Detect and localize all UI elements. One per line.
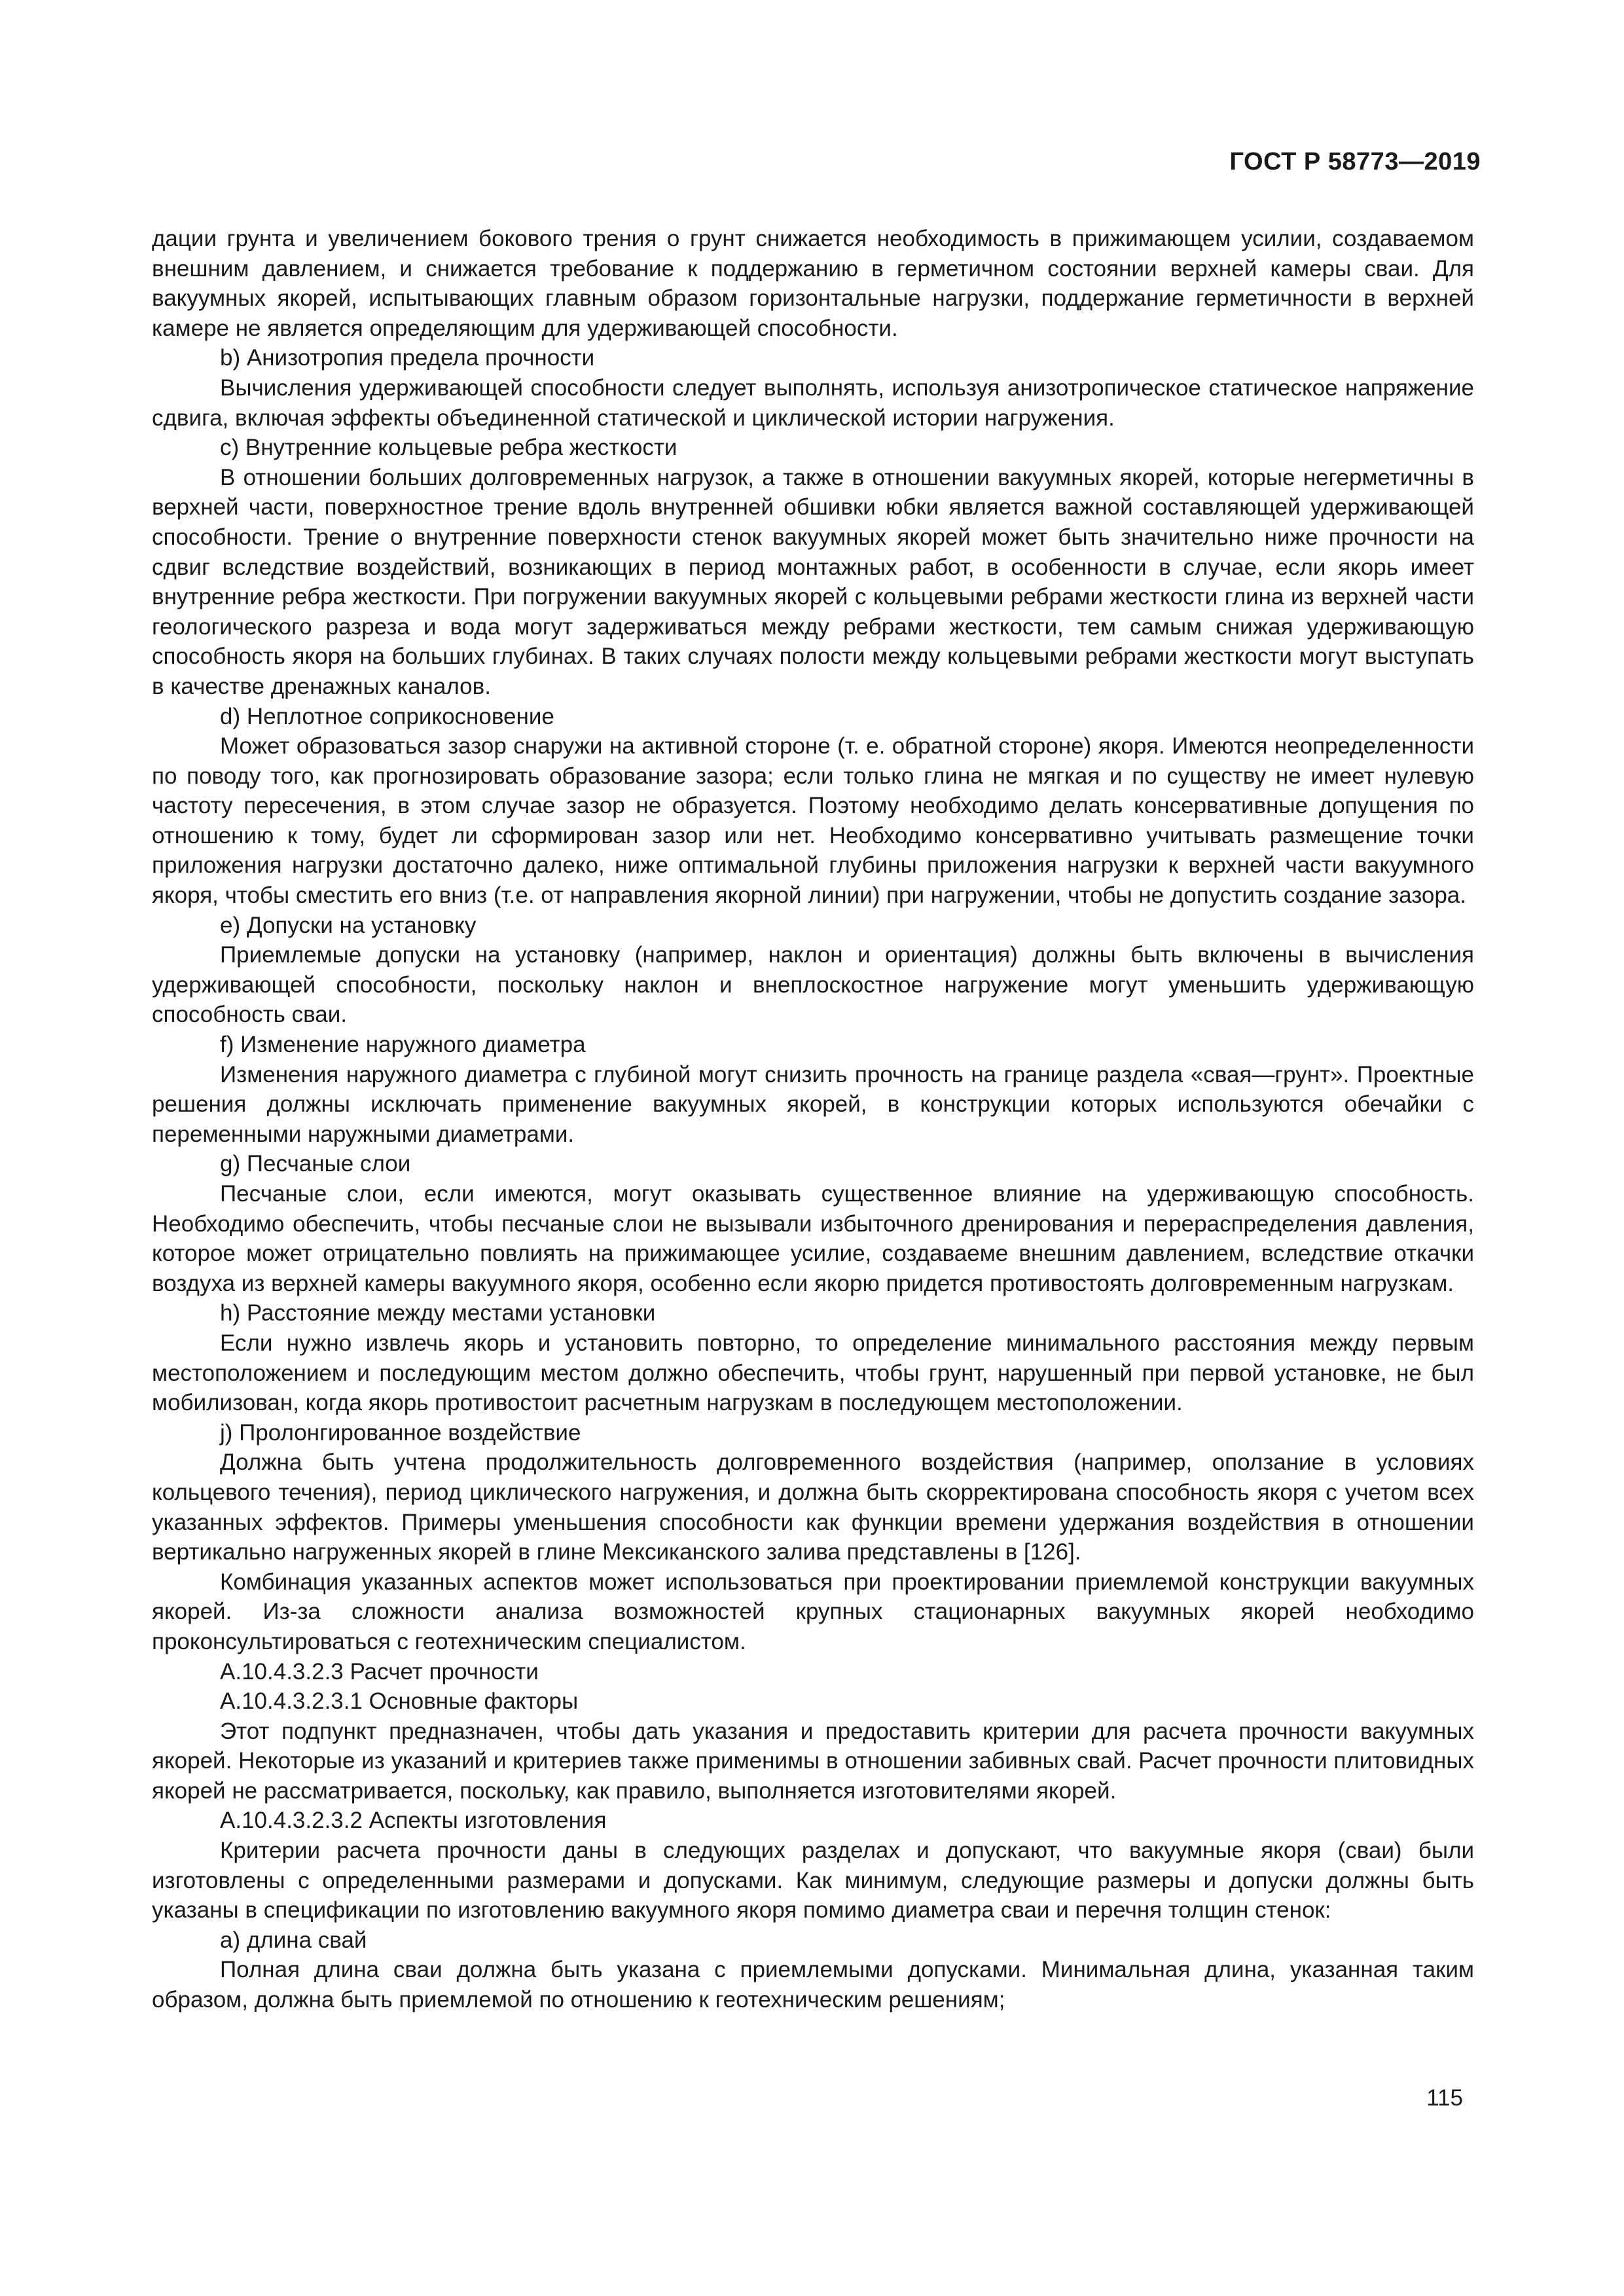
item-heading-b: b) Анизотропия предела прочности [220, 345, 595, 371]
paragraph: Песчаные слои, если имеются, могут оказывать существенное влияние на удерживающую способность. Необходимо обеспечить, чтобы песчаные слои не вызывали избыточного дренирования и перераспределения давления, которое может отрицательно повлиять на прижимающее усилие, создаваеме внешним давлением, вследствие откачки воздуха из верхней камеры вакуумного якоря, особенно если якорю придется противостоять долговременным нагрузкам. [152, 1181, 1474, 1296]
paragraph: В отношении больших долговременных нагрузок, а также в отношении вакуумных якорей, которые негерметичны в верхней части, поверхностное трение вдоль внутренней обшивки юбки является важной составляющей удерживающей способности. Трение о внутренние поверхности стенок вакуумных якорей может быть значительно ниже прочности на сдвиг вследствие воздействий, возникающих в период монтажных работ, в особенности в случае, если якорь имеет внутренние ребра жесткости. При погружении вакуумных якорей с кольцевыми ребрами жесткости глина из верхней части геологического разреза и вода могут задерживаться между ребрами жесткости, тем самым снижая удерживающую способность якоря на больших глубинах. В таких случаях полости между кольцевыми ребрами жесткости могут выступать в качестве дренажных каналов. [152, 464, 1474, 699]
paragraph: Этот подпункт предназначен, чтобы дать указания и предоставить критерии для расчета прочности вакуумных якорей. Некоторые из указаний и критериев также применимы в отношении забивных свай. Расчет прочности плитовидных якорей не рассматривается, поскольку, как правило, выполняется изготовителями якорей. [152, 1718, 1474, 1804]
section-heading: А.10.4.3.2.3 Расчет прочности [220, 1658, 539, 1685]
item-heading-g: g) Песчаные слои [220, 1151, 411, 1177]
paragraph: Полная длина сваи должна быть указана с приемлемыми допусками. Минимальная длина, указанная таким образом, должна быть приемлемой по отношению к геотехническим решениям; [152, 1957, 1474, 2013]
page-number: 115 [1426, 2085, 1463, 2111]
subsection-heading: А.10.4.3.2.3.1 Основные факторы [220, 1688, 579, 1715]
document-body [152, 224, 1474, 2015]
document-standard-id: ГОСТ Р 58773—2019 [1229, 148, 1481, 175]
paragraph: Должна быть учтена продолжительность долговременного воздействия (например, оползание в условиях кольцевого течения), период циклического нагружения, и должна быть скорректирована способность якоря с учетом всех указанных эффектов. Примеры уменьшения способности как функции времени удержания воздействия в отношении вертикально нагруженных якорей в глине Мексиканского залива представлены в [126]. [152, 1449, 1474, 1565]
item-heading-a: a) длина свай [220, 1927, 367, 1953]
paragraph: Комбинация указанных аспектов может использоваться при проектировании приемлемой конструкции вакуумных якорей. Из-за сложности анализа возможностей крупных стационарных вакуумных якорей необходимо проконсультироваться с геотехническим специалистом. [152, 1569, 1474, 1654]
paragraph: Может образоваться зазор снаружи на активной стороне (т. е. обратной стороне) якоря. Имеются неопределенности по поводу того, как прогнозировать образование зазора; если только глина не мягкая и по существу не имеет нулевую частоту пересечения, в этом случае зазор не образуется. Поэтому необходимо делать консервативные допущения по отношению к тому, будет ли сформирован зазор или нет. Необходимо консервативно учитывать размещение точки приложения нагрузки достаточно далеко, ниже оптимальной глубины приложения нагрузки к верхней части вакуумного якоря, чтобы сместить его вниз (т.е. от направления якорной линии) при нагружении, чтобы не допустить создание зазора. [152, 733, 1474, 909]
paragraph: Если нужно извлечь якорь и установить повторно, то определение минимального расстояния между первым местоположением и последующим местом должно обеспечить, чтобы грунт, нарушенный при первой установке, не был мобилизован, когда якорь противостоит расчетным нагрузкам в последующем местоположении. [152, 1330, 1474, 1416]
item-heading-e: e) Допуски на установку [220, 912, 477, 938]
paragraph: Критерии расчета прочности даны в следующих разделах и допускают, что вакуумные якоря (сваи) были изготовлены с определенными размерами и допусками. Как минимум, следующие размеры и допуски должны быть указаны в спецификации по изготовлению вакуумного якоря помимо диаметра сваи и перечня толщин стенок: [152, 1838, 1474, 1923]
item-heading-d: d) Неплотное соприкосновение [220, 703, 554, 729]
item-heading-c: c) Внутренние кольцевые ребра жесткости [220, 435, 677, 461]
item-heading-j: j) Пролонгированное воздействие [220, 1419, 581, 1446]
paragraph-continuation: дации грунта и увеличением бокового трения о грунт снижается необходимость в прижимающем усилии, создаваемом внешним давлением, и снижается требование к поддержанию в герметичном состоянии верхней камеры сваи. Для вакуумных якорей, испытывающих главным образом горизонтальные нагрузки, поддержание герметичности в верхней камере не является определяющим для удерживающей способности. [152, 226, 1474, 341]
paragraph: Изменения наружного диаметра с глубиной могут снизить прочность на границе раздела «свая—грунт». Проектные решения должны исключать применение вакуумных якорей, в конструкции которых используются обечайки с переменными наружными диаметрами. [152, 1061, 1474, 1147]
item-heading-f: f) Изменение наружного диаметра [220, 1032, 586, 1058]
paragraph: Вычисления удерживающей способности следует выполнять, используя анизотропическое статическое напряжение сдвига, включая эффекты объединенной статической и циклической истории нагружения. [152, 374, 1474, 431]
item-heading-h: h) Расстояние между местами установки [220, 1300, 656, 1326]
subsection-heading: А.10.4.3.2.3.2 Аспекты изготовления [220, 1808, 607, 1834]
paragraph: Приемлемые допуски на установку (например, наклон и ориентация) должны быть включены в вычисления удерживающей способности, поскольку наклон и внеплоскостное нагружение могут уменьшить удерживающую способность сваи. [152, 942, 1474, 1028]
